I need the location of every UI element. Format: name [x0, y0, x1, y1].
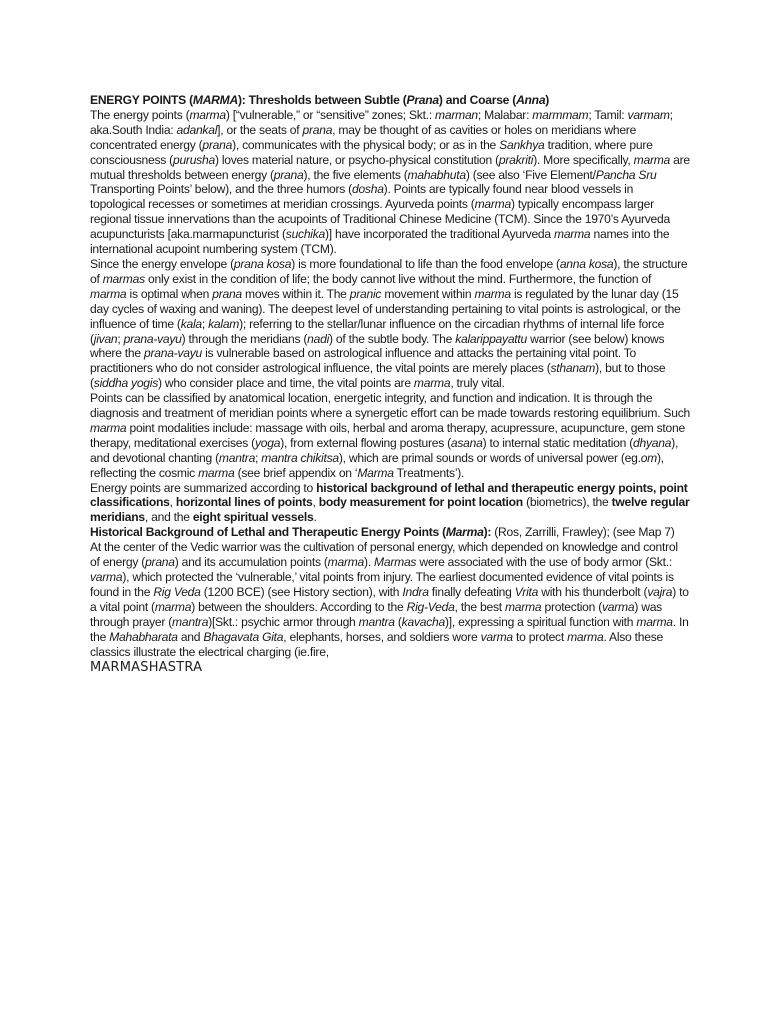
heading-text: ) — [545, 93, 550, 107]
text-run: marma — [567, 629, 604, 644]
text-run: moves within it. The — [241, 286, 350, 301]
text-run: ), and devotional chanting ( — [90, 435, 679, 465]
text-run: (see brief appendix on ‘ — [234, 465, 358, 480]
document-heading — [90, 93, 690, 108]
text-run: ) (see also ‘Five Element/ — [465, 167, 596, 182]
text-run: ; — [201, 316, 209, 331]
text-run: ), reflecting the cosmic — [90, 450, 664, 480]
paragraph-historical-heading — [90, 525, 690, 540]
text-run: finally defeating — [428, 584, 515, 599]
text-run: Indra — [402, 584, 429, 599]
text-run: kavacha — [401, 614, 445, 629]
text-run: ), which are primal sounds or words of universal power (eg. — [338, 450, 641, 465]
text-run: ) typically encompass larger regional tissue innervations than the acupoints of Traditional Chinese Medicine (TCM). Since the 1970’s Ayurveda acupuncturists [aka.marmapuncturist ( — [90, 197, 670, 242]
text-run: marma — [554, 227, 591, 242]
text-run: kalam — [208, 316, 240, 331]
text-run: om — [640, 450, 658, 465]
text-run: marma — [90, 420, 127, 435]
text-run: point modalities include: massage with oils, herbal and aroma therapy, acupressure, acupuncture, gem stone therapy, meditational exercises ( — [90, 420, 685, 450]
text-run: purusha — [172, 152, 215, 167]
text-run: . — [313, 510, 317, 525]
text-run: (Ros, Zarrilli, Frawley); (see Map 7) — [491, 525, 675, 540]
text-run: Mahabharata — [109, 629, 178, 644]
text-run: , the best — [454, 599, 505, 614]
text-run: ; — [117, 331, 124, 346]
document-page — [90, 93, 690, 676]
text-run: marma — [636, 614, 673, 629]
text-run: ) of the subtle body. The — [329, 331, 456, 346]
text-run: ). Points are typically found near blood vessels in topological recesses or sometimes at meridian crossings. Ayurveda points ( — [90, 182, 634, 212]
text-run: ( — [394, 614, 402, 629]
text-run: ), the structure of — [90, 256, 688, 286]
text-run: asana — [450, 435, 483, 450]
text-run: Historical Background of Lethal and Therapeutic Energy Points ( — [90, 525, 446, 540]
text-run: Marmas — [374, 555, 417, 570]
text-run: kalarippayattu — [455, 331, 527, 346]
text-run: marman — [435, 107, 478, 122]
text-run: ); referring to the stellar/lunar influence on the circadian rhythms of internal life force ( — [90, 316, 665, 346]
text-run: , may be thought of as cavities or holes on meridians where concentrated energy ( — [90, 122, 637, 152]
text-run: jivan — [93, 331, 118, 346]
text-run: ) through the meridians ( — [181, 331, 308, 346]
text-run: ) who consider place and time, the vital points are — [158, 376, 414, 391]
text-run: ) and its accumulation points ( — [174, 555, 328, 570]
text-run: siddha yogis — [93, 376, 159, 391]
text-run: Sankhya — [499, 137, 545, 152]
text-run: marma — [413, 376, 451, 391]
text-run: , truly vital. — [450, 376, 505, 391]
text-run: prakriti — [498, 152, 534, 167]
heading-text: ENERGY POINTS ( — [90, 93, 193, 107]
text-run: ) [“vulnerable,” or “sensitive” zones; Skt.: — [225, 107, 436, 122]
text-run: , and the — [144, 510, 193, 525]
text-run: marma — [90, 286, 127, 301]
text-run: eight spiritual vessels — [192, 510, 314, 525]
text-run: prana — [212, 286, 242, 301]
text-run: marma — [198, 465, 235, 480]
text-run: are mutual thresholds between energy ( — [90, 152, 690, 182]
text-run: with his thunderbolt ( — [538, 584, 648, 599]
text-run: marma — [474, 197, 511, 212]
text-run: ; aka.South India: — [90, 107, 673, 137]
text-run: . In the — [90, 614, 689, 644]
text-run: varmam — [627, 107, 670, 122]
text-run: is optimal when — [126, 286, 213, 301]
text-run: twelve regular meridians — [90, 495, 690, 525]
text-run: marma — [189, 107, 226, 122]
paragraph-summary — [90, 481, 690, 526]
paragraph-energy-points — [90, 108, 690, 257]
text-run: ; Malabar: — [477, 107, 533, 122]
text-run: ), which protected the ‘vulnerable,’ vital points from injury. The earliest documented evidence of vital points is found in the — [90, 570, 674, 599]
text-run: ), communicates with the physical body; or as in the — [232, 137, 500, 152]
text-run: historical background of lethal and therapeutic energy points, point classifications — [90, 480, 688, 510]
text-run: At the center of the Vedic warrior was the cultivation of personal energy, which depended on knowledge and control of energy ( — [90, 540, 678, 570]
text-run: dosha — [351, 182, 384, 197]
text-run: vajra — [647, 584, 673, 599]
text-run: ) between the shoulders. According to the — [191, 599, 407, 614]
text-run: prana-vayu — [143, 346, 202, 361]
text-run: Treatments’). — [393, 465, 465, 480]
text-run: Rig-Veda — [406, 599, 455, 614]
text-run: ) to internal static meditation ( — [482, 435, 633, 450]
text-run: mantra — [172, 614, 209, 629]
heading-text: Anna — [516, 93, 546, 107]
text-run: and — [177, 629, 204, 644]
text-run: , — [169, 495, 176, 510]
text-run: marma — [504, 599, 542, 614]
text-run: is regulated by the lunar day (15 day cycles of waxing and waning). The deepest level of understanding pertaining to vital points is astrological, or the influence of time ( — [90, 286, 681, 331]
text-run: prana-vayu — [123, 331, 182, 346]
text-run: The energy points ( — [90, 107, 190, 122]
text-run: . Also these classics illustrate the electrical charging (ie.fire, — [90, 629, 663, 659]
text-run: varma — [90, 570, 123, 584]
text-run: warrior (see below) knows where the — [90, 331, 665, 361]
text-run: ) to a vital point ( — [90, 584, 689, 614]
text-run: nadi — [307, 331, 330, 346]
text-run: (1200 BCE) (see History section), with — [200, 584, 403, 599]
text-run: marma — [327, 555, 365, 570]
text-run: yoga — [254, 435, 281, 450]
text-run: ) was through prayer ( — [90, 599, 662, 629]
text-run: ). — [364, 555, 375, 570]
text-run: Marma — [445, 525, 484, 540]
text-run: marma — [633, 152, 671, 167]
text-run: Rig Veda — [153, 584, 201, 599]
text-run: ): — [483, 525, 492, 540]
text-run: kala — [180, 316, 202, 331]
text-run: anna kosa — [559, 256, 614, 271]
heading-text: MARMA — [192, 93, 238, 107]
paragraph-classification — [90, 391, 690, 480]
text-run: (biometrics), the — [522, 495, 612, 510]
text-run: ; Tamil: — [588, 107, 628, 122]
text-run: )[Skt.: psychic armor through — [208, 614, 359, 629]
paragraph-vedic-warrior — [90, 540, 690, 659]
text-run: ), from external flowing postures ( — [280, 435, 451, 450]
text-run: )], expressing a spiritual function with — [444, 614, 637, 629]
text-run: marma — [154, 599, 192, 614]
text-run: horizontal lines of points — [175, 495, 313, 510]
text-run: varma — [601, 599, 635, 614]
text-run: Since the energy envelope ( — [90, 256, 234, 271]
text-run: mantra — [358, 614, 395, 629]
text-run: suchika — [285, 227, 326, 242]
text-run: Marma — [357, 465, 394, 480]
text-run: ; — [255, 450, 262, 465]
text-run: Pancha Sru — [595, 167, 657, 182]
text-run: Vrita — [514, 584, 539, 599]
heading-text: Prana — [406, 93, 439, 107]
text-run: mantra chikitsa — [261, 450, 339, 465]
text-run: Points can be classified by anatomical location, energetic integrity, and function and indication. It is through the diagnosis and treatment of meridian points where a synergetic effort can be made towards restoring equilibrium. Such — [90, 391, 690, 421]
text-run: , elephants, horses, and soldiers wore — [283, 629, 481, 644]
text-run: movement within — [381, 286, 475, 301]
text-run: prana — [202, 137, 233, 152]
text-run: dhyana — [633, 435, 672, 450]
text-run: mantra — [218, 450, 256, 465]
text-run: varma — [480, 629, 513, 644]
text-run: prana kosa — [233, 256, 292, 271]
text-run: pranic — [349, 286, 382, 301]
text-run: names into the international acupoint numbering system (TCM). — [90, 227, 670, 257]
text-run: , — [312, 495, 319, 510]
text-run: ], or the seats of — [217, 122, 303, 137]
text-run: ) is more foundational to life than the food envelope ( — [291, 256, 560, 271]
text-run: marmmam — [532, 107, 589, 122]
text-run: )] have incorporated the traditional Ayurveda — [325, 227, 554, 242]
text-run: marmas — [102, 271, 145, 286]
text-run: body measurement for point location — [318, 495, 523, 510]
text-run: ), but to those ( — [90, 361, 666, 391]
text-run: tradition, where pure consciousness ( — [90, 137, 653, 167]
heading-text: ) and Coarse ( — [438, 93, 517, 107]
text-run: ), the five elements ( — [303, 167, 408, 182]
text-run: Bhagavata Gita — [203, 629, 284, 644]
document-footer: MARMASHASTRA — [90, 660, 203, 676]
text-run: marma — [474, 286, 511, 301]
text-run: sthanam — [550, 361, 596, 376]
text-run: ). More specifically, — [533, 152, 634, 167]
text-run: Transporting Points’ below), and the three humors ( — [90, 182, 352, 197]
text-run: to protect — [512, 629, 568, 644]
text-run: prana — [302, 122, 333, 137]
text-run: were associated with the use of body armor (Skt.: — [416, 555, 672, 570]
text-run: only exist in the condition of life; the body cannot live without the mind. Furthermore, the function of — [144, 271, 652, 286]
heading-text: ): Thresholds between Subtle ( — [237, 93, 407, 107]
paragraph-energy-envelope — [90, 257, 690, 391]
text-run: adankal — [176, 122, 218, 137]
text-run: Energy points are summarized according to — [90, 480, 317, 495]
text-run: mahabhuta — [407, 167, 466, 182]
text-run: prana — [273, 167, 304, 182]
text-run: protection ( — [541, 599, 602, 614]
text-run: is vulnerable based on astrological influence and attacks the pertaining vital point. To practitioners who do not consider astrological influence, the vital points are merely places ( — [90, 346, 637, 376]
text-run: ) loves material nature, or psycho-physical constitution ( — [214, 152, 499, 167]
text-run: prana — [145, 555, 175, 570]
